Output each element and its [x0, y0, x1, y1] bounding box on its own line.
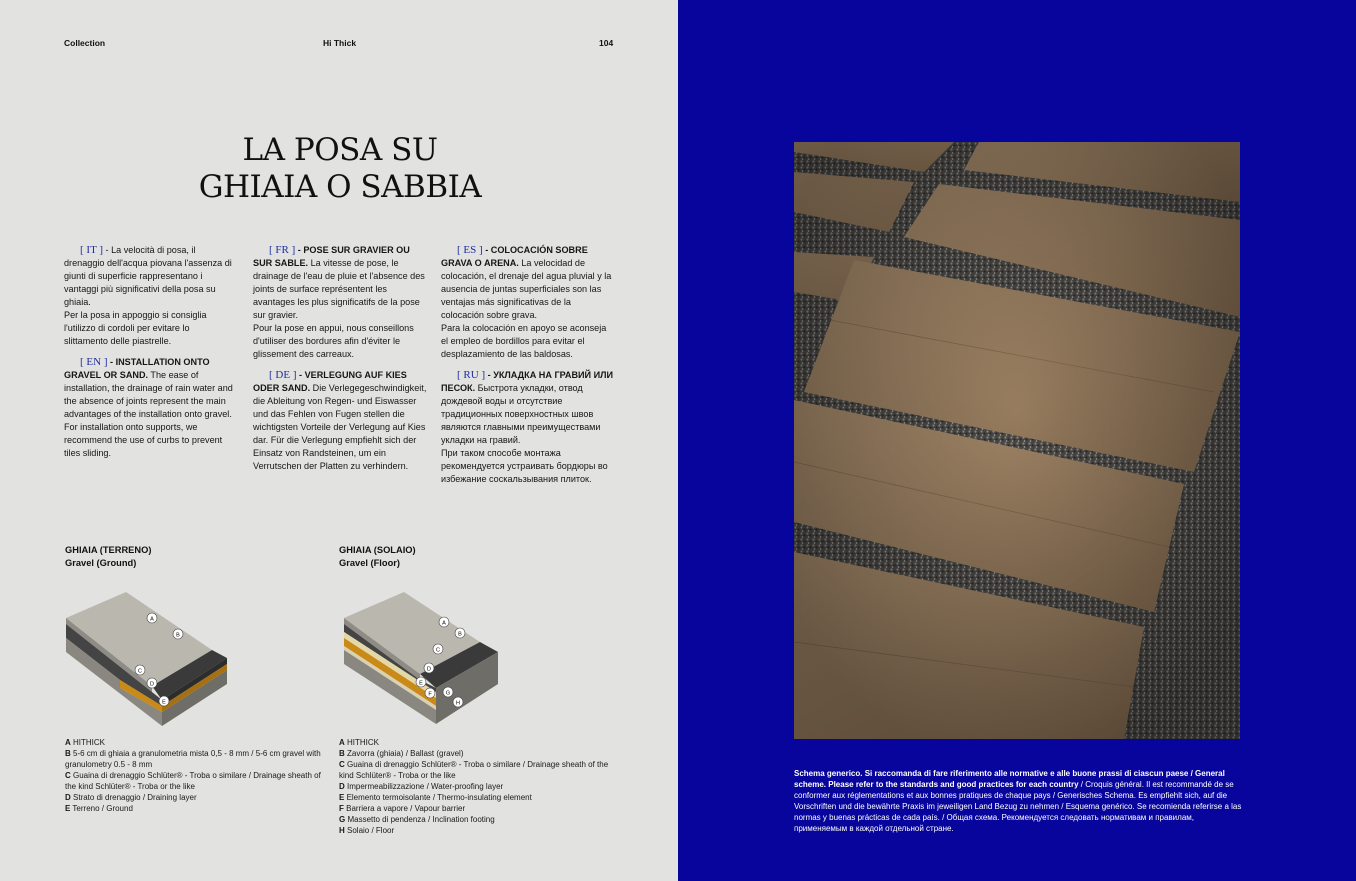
de-heading: - VERLEGUNG AUF KIES ODER SAND. [253, 370, 407, 393]
legend-floor [339, 737, 609, 836]
diagram-ground-subtitle: Gravel (Ground) [65, 558, 137, 568]
column-fr-de [253, 244, 427, 481]
fr-text-2: Pour la pose en appui, nous conseillons d'utiliser des bordures afin d'éviter le glissement des carreaux. [253, 323, 414, 359]
title-line-2: GHIAIA O SABBIA [198, 169, 482, 205]
section-en [64, 356, 236, 460]
en-heading: - INSTALLATION ONTO GRAVEL OR SAND. [64, 357, 210, 380]
ru-heading: - УКЛАДКА НА ГРАВИЙ ИЛИ ПЕСОК. [441, 370, 614, 393]
header-collection: Collection [64, 38, 106, 48]
lang-tag-de: [ DE ] [269, 369, 297, 381]
ground-marker-a: A [150, 616, 154, 623]
floor-section-diagram [340, 588, 512, 730]
section-it [64, 244, 236, 348]
section-fr [253, 244, 427, 361]
column-es-ru [441, 244, 615, 494]
es-text-2: Para la colocación en apoyo se aconseja el empleo de bordillos para evitar el desplazamiento de las baldosas. [441, 323, 607, 359]
photo-vignette [794, 142, 1240, 739]
ground-marker-e: E [162, 699, 166, 706]
floor-marker-f: F [428, 691, 432, 698]
it-text-2: Per la posa in appoggio si consiglia l'utilizzo di cordoli per evitare lo slittamento delle piastrelle. [64, 310, 207, 346]
es-text-1: La velocidad de colocación, el drenaje del agua pluvial y la ausencia de juntas superficiales son las ventajas más significativas de la colocación sobre grava. [441, 258, 612, 320]
ground-marker-d: D [150, 681, 154, 688]
legend-ground-b: B 5-6 cm di ghiaia a granulometria mista 0,5 - 8 mm / 5-6 cm gravel with granulometry 0.5 - 8 mm [65, 749, 321, 769]
diagram-floor-heading [339, 544, 416, 570]
legend-ground [65, 737, 325, 814]
ground-marker-c: C [138, 668, 142, 675]
lang-tag-es: [ ES ] [457, 244, 483, 256]
legend-ground-a: A HITHICK [65, 738, 106, 747]
page-number: 104 [599, 38, 614, 48]
diagram-ground-heading [65, 544, 151, 570]
legend-ground-d: D Strato di drenaggio / Draining layer [65, 793, 197, 802]
floor-marker-c: C [436, 647, 440, 654]
legend-floor-d: D Impermeabilizzazione / Water-proofing layer [339, 782, 504, 791]
legend-floor-f: F Barriera a vapore / Vapour barrier [339, 804, 466, 813]
floor-marker-d: D [427, 666, 431, 673]
caption-rest: / Croquis général. Il est recommandé de se conformer aux réglementations et aux bonnes pratiques de chaque pays / Generisches Schema. Es empfiehlt sich, auf die Vorschriften und die bewährte Praxis im jeweiligen Land Bezug zu nehmen / Esquema genérico. Se recomienda referirse a las normas y buenas prácticas de cada país. / Общая схема. Рекомендуется следовать нормативам и правилам, применяемым в каждой отдельной стране. [794, 780, 1242, 833]
en-text-1: The ease of installation, the drainage of rain water and the absence of joints represent the main advantages of the installation onto gravel. [64, 370, 233, 419]
header-series: Hi Thick [323, 38, 357, 48]
ru-text-1: Быстрота укладки, отвод дождевой воды и отсутствие традиционных поверхностных швов являются главными преимуществами укладки на гравий. [441, 383, 601, 445]
en-text-2: For installation onto supports, we recommend the use of curbs to prevent tiles sliding. [64, 422, 223, 458]
section-de [253, 369, 427, 473]
product-photo [794, 142, 1240, 739]
page-title [120, 132, 560, 206]
floor-marker-b: B [458, 631, 462, 638]
floor-marker-a: A [442, 620, 446, 627]
fr-heading: - POSE SUR GRAVIER OU SUR SABLE. [253, 245, 410, 268]
legend-floor-c: C Guaina di drenaggio Schlüter® - Troba o similare / Drainage sheath of the kind Schlüter® - Troba or the like [339, 760, 609, 780]
tiles-on-gravel-illustration [794, 142, 1240, 739]
diagram-floor-subtitle: Gravel (Floor) [339, 558, 400, 568]
ru-text-2: При таком способе монтажа рекомендуется устраивать бордюры во избежание соскальзывания плиток. [441, 448, 608, 484]
photo-caption [794, 768, 1244, 834]
legend-floor-a: A HITHICK [339, 738, 380, 747]
lang-tag-ru: [ RU ] [457, 369, 486, 381]
section-ru [441, 369, 615, 486]
legend-floor-e: E Elemento termoisolante / Thermo-insulating element [339, 793, 532, 802]
floor-marker-e: E [419, 680, 423, 687]
legend-floor-b: B Zavorra (ghiaia) / Ballast (gravel) [339, 749, 464, 758]
diagram-floor-title: GHIAIA (SOLAIO) [339, 545, 416, 555]
lang-tag-en: [ EN ] [80, 356, 108, 368]
legend-ground-e: E Terreno / Ground [65, 804, 133, 813]
ground-marker-b: B [176, 632, 180, 639]
legend-floor-g: G Massetto di pendenza / Inclination footing [339, 815, 495, 824]
column-it-en [64, 244, 236, 468]
section-es [441, 244, 615, 361]
diagram-ground-title: GHIAIA (TERRENO) [65, 545, 152, 555]
floor-marker-g: G [445, 690, 451, 697]
it-text-1: - La velocità di posa, il drenaggio dell'acqua piovana l'assenza di giunti di superficie rappresentano i vantaggi più significativi della posa su ghiaia. [64, 245, 232, 307]
legend-floor-h: H Solaio / Floor [339, 826, 395, 835]
de-text-1: Die Verlegegeschwindigkeit, die Ableitung von Regen- und Eiswasser und das Fehlen von Fugen stellen die wichtigsten Vorteile der Verlegung auf Kies dar. Für die Verlegung empfiehlt sich der Einsatz von Randsteinen, um ein Verrutschen der Platten zu verhindern. [253, 383, 427, 471]
lang-tag-it: [ IT ] [80, 244, 104, 256]
ground-section-diagram [62, 588, 234, 730]
title-line-1: LA POSA SU [242, 132, 438, 168]
floor-marker-h: H [456, 700, 460, 707]
legend-ground-c: C Guaina di drenaggio Schlüter® - Troba o similare / Drainage sheath of the kind Schlüter® - Troba or the like [65, 771, 321, 791]
es-heading: - COLOCACIÓN SOBRE GRAVA O ARENA. [441, 245, 588, 268]
fr-text-1: La vitesse de pose, le drainage de l'eau de pluie et l'absence des joints de surface représentent les avantages les plus significatifs de la pose sur gravier. [253, 258, 425, 320]
caption-bold: Schema generico. Si raccomanda di fare riferimento alle normative e alle buone prassi di ciascun paese / General scheme. Please refer to the standards and good practices for each country [794, 769, 1225, 789]
lang-tag-fr: [ FR ] [269, 244, 296, 256]
